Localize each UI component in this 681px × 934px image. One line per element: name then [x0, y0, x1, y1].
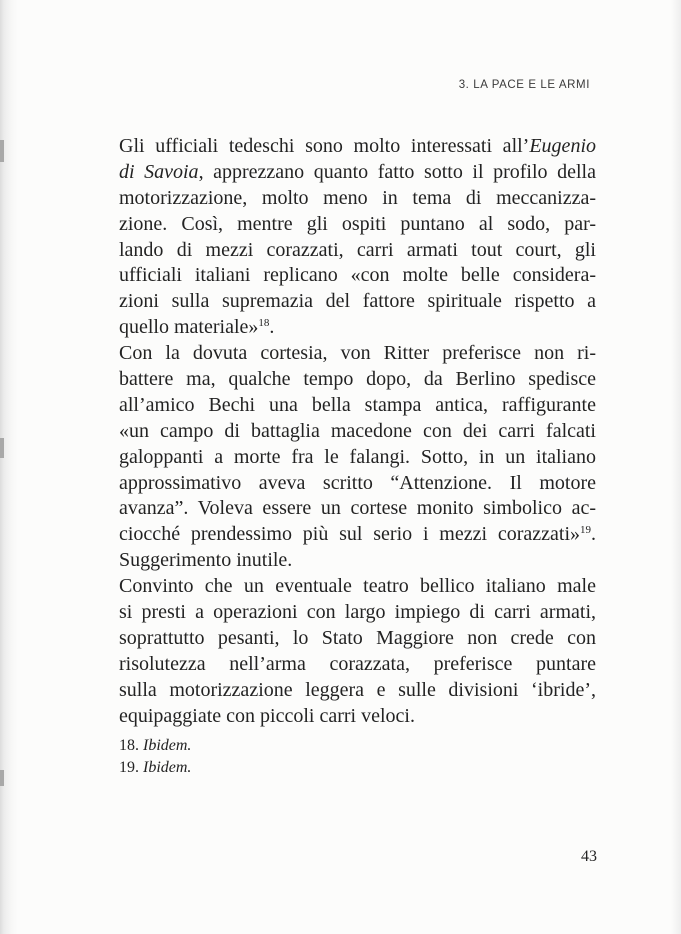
footnote [119, 735, 191, 757]
footnote-number: 19. [119, 759, 139, 776]
text-run: zione. Così, mentre gli ospiti puntano al sodo, par- [119, 212, 596, 235]
text-run: sulla motorizzazione leggera e sulle divisioni ‘ibride’, [119, 678, 596, 701]
text-line [119, 522, 596, 548]
text-line [119, 652, 596, 678]
text-line [119, 134, 596, 160]
text-run: approssimativo aveva scritto “Attenzione. Il motore [119, 471, 596, 494]
text-run: lando di mezzi corazzati, carri armati tout court, gli [119, 238, 596, 261]
text-line [119, 496, 596, 522]
page-number: 43 [581, 848, 597, 865]
text-line [119, 445, 596, 471]
italic-title: Eugenio [529, 135, 596, 157]
footnote-ref: 19 [580, 524, 591, 537]
text-line [119, 471, 596, 497]
text-run: all’amico Bechi una bella stampa antica, raffigurante [119, 393, 596, 416]
text-line [119, 263, 596, 289]
text-run: Con la dovuta cortesia, von Ritter preferisce non ri- [119, 342, 596, 365]
text-line [119, 678, 596, 704]
text-line [119, 626, 596, 652]
footnote-text: Ibidem. [143, 759, 192, 776]
page-edge-shadow [671, 0, 681, 934]
text-run: Gli ufficiali tedeschi sono molto interessati all’ [119, 135, 530, 157]
text-line [119, 704, 596, 730]
text-line [119, 393, 596, 419]
body-text [119, 134, 596, 729]
text-run: motorizzazione, molto meno in tema di meccanizza- [119, 186, 596, 209]
footnote-number: 18. [119, 737, 139, 754]
text-run: si presti a operazioni con largo impiego di carri armati, [119, 601, 596, 624]
text-run: ufficiali italiani replicano «con molte belle considera- [119, 264, 596, 287]
text-run: Suggerimento inutile. [119, 549, 293, 572]
text-run: battere ma, qualche tempo dopo, da Berlino spedisce [119, 368, 596, 391]
text-run: quello materiale» [119, 316, 259, 339]
text-run: . [591, 523, 596, 546]
footnotes [119, 735, 191, 779]
text-run: . [269, 316, 275, 339]
footnote-text: Ibidem. [143, 737, 192, 754]
text-line [119, 315, 596, 341]
paragraph [119, 574, 596, 729]
gutter-mark [0, 140, 4, 162]
text-run: «un campo di battaglia macedone con dei carri falcati [119, 419, 596, 442]
text-line [119, 186, 596, 212]
paragraph [119, 134, 596, 341]
paragraph [119, 341, 596, 574]
text-run: soprattutto pesanti, lo Stato Maggiore non crede con [119, 626, 596, 649]
text-line [119, 289, 596, 315]
text-line [119, 367, 596, 393]
gutter-mark [0, 770, 4, 786]
text-line [119, 238, 596, 264]
text-run: ciocché prendessimo più sul serio i mezzi corazzati» [119, 523, 580, 546]
text-line [119, 341, 596, 367]
gutter-mark [0, 438, 4, 458]
text-run: equipaggiate con piccoli carri veloci. [119, 704, 415, 727]
text-line [119, 419, 596, 445]
text-line [119, 160, 596, 186]
italic-title: di Savoia [119, 160, 199, 183]
text-run: , apprezzano quanto fatto sotto il profilo della [198, 160, 596, 183]
text-run: risolutezza nell’arma corazzata, preferisce puntare [119, 652, 596, 675]
footnote-ref: 18 [258, 317, 270, 330]
running-head: 3. LA PACE E LE ARMI [458, 79, 590, 91]
text-line [119, 600, 596, 626]
text-run: galoppanti a morte fra le falangi. Sotto, in un italiano [119, 445, 596, 468]
text-run: Convinto che un eventuale teatro bellico italiano male [119, 575, 596, 598]
text-line [119, 548, 596, 574]
text-line [119, 574, 596, 600]
text-run: zioni sulla supremazia del fattore spirituale rispetto a [119, 290, 596, 313]
footnote [119, 757, 191, 779]
text-line [119, 212, 596, 238]
text-run: avanza”. Voleva essere un cortese monito simbolico ac- [119, 497, 596, 520]
